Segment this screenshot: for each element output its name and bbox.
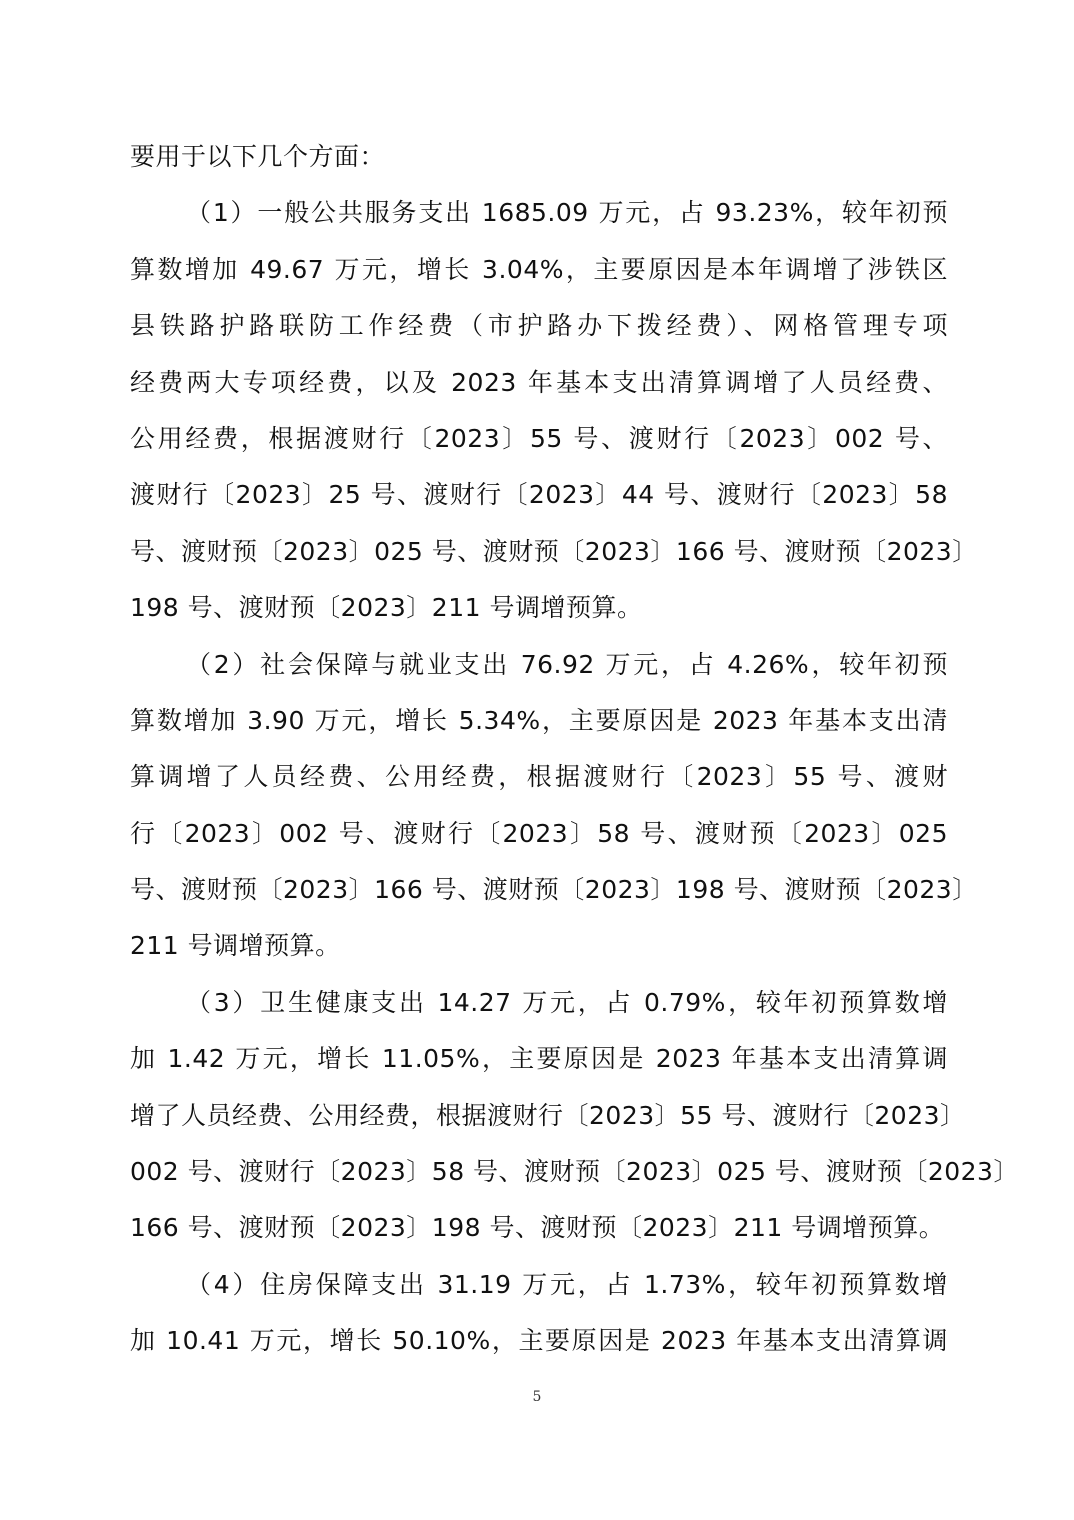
paragraph-line: 行〔2023〕002 号、渡财行〔2023〕58 号、渡财预〔2023〕025 [130, 818, 948, 848]
paragraph-line: （2）社会保障与就业支出 76.92 万元，占 4.26%，较年初预 [186, 649, 948, 679]
intro-line: 要用于以下几个方面： [130, 142, 386, 171]
paragraph-housing [130, 1257, 948, 1370]
paragraph-line: 002 号、渡财行〔2023〕58 号、渡财预〔2023〕025 号、渡财预〔2023〕 [130, 1157, 1019, 1187]
page-number: 5 [532, 1389, 542, 1405]
paragraph-line: 渡财行〔2023〕25 号、渡财行〔2023〕44 号、渡财行〔2023〕58 [130, 480, 948, 510]
paragraph-line: 加 1.42 万元，增长 11.05%，主要原因是 2023 年基本支出清算调 [130, 1044, 948, 1074]
paragraph-line: （1）一般公共服务支出 1685.09 万元，占 93.23%，较年初预 [186, 198, 948, 228]
paragraph-line: 号、渡财预〔2023〕025 号、渡财预〔2023〕166 号、渡财预〔2023〕 [130, 536, 978, 566]
paragraph-line: 算调增了人员经费、公用经费，根据渡财行〔2023〕55 号、渡财 [130, 762, 948, 792]
paragraph-line: 211 号调增预算。 [130, 931, 341, 961]
paragraph-line: 198 号、渡财预〔2023〕211 号调增预算。 [130, 593, 643, 623]
paragraph-line: 166 号、渡财预〔2023〕198 号、渡财预〔2023〕211 号调增预算。 [130, 1213, 945, 1243]
paragraph-social-security [130, 637, 978, 975]
paragraph-line: 算数增加 3.90 万元，增长 5.34%，主要原因是 2023 年基本支出清 [130, 705, 948, 735]
paragraph-line: 县铁路护路联防工作经费（市护路办下拨经费）、网格管理专项 [130, 311, 948, 341]
paragraph-line: （4）住房保障支出 31.19 万元，占 1.73%，较年初预算数增 [186, 1269, 948, 1299]
document-body [130, 129, 1019, 1370]
paragraph-line: 算数增加 49.67 万元，增长 3.04%，主要原因是本年调增了涉铁区 [130, 254, 948, 284]
paragraph-general-public-services [130, 185, 978, 636]
paragraph-line: 加 10.41 万元，增长 50.10%，主要原因是 2023 年基本支出清算调 [130, 1326, 948, 1356]
paragraph-line: 增了人员经费、公用经费，根据渡财行〔2023〕55 号、渡财行〔2023〕 [130, 1100, 966, 1130]
paragraph-health [130, 975, 1019, 1257]
paragraph-line: 号、渡财预〔2023〕166 号、渡财预〔2023〕198 号、渡财预〔2023〕 [130, 875, 978, 905]
paragraph-line: 公用经费，根据渡财行〔2023〕55 号、渡财行〔2023〕002 号、 [130, 423, 948, 453]
paragraph-line: 经费两大专项经费，以及 2023 年基本支出清算调增了人员经费、 [130, 367, 948, 397]
paragraph-line: （3）卫生健康支出 14.27 万元，占 0.79%，较年初预算数增 [186, 987, 948, 1017]
